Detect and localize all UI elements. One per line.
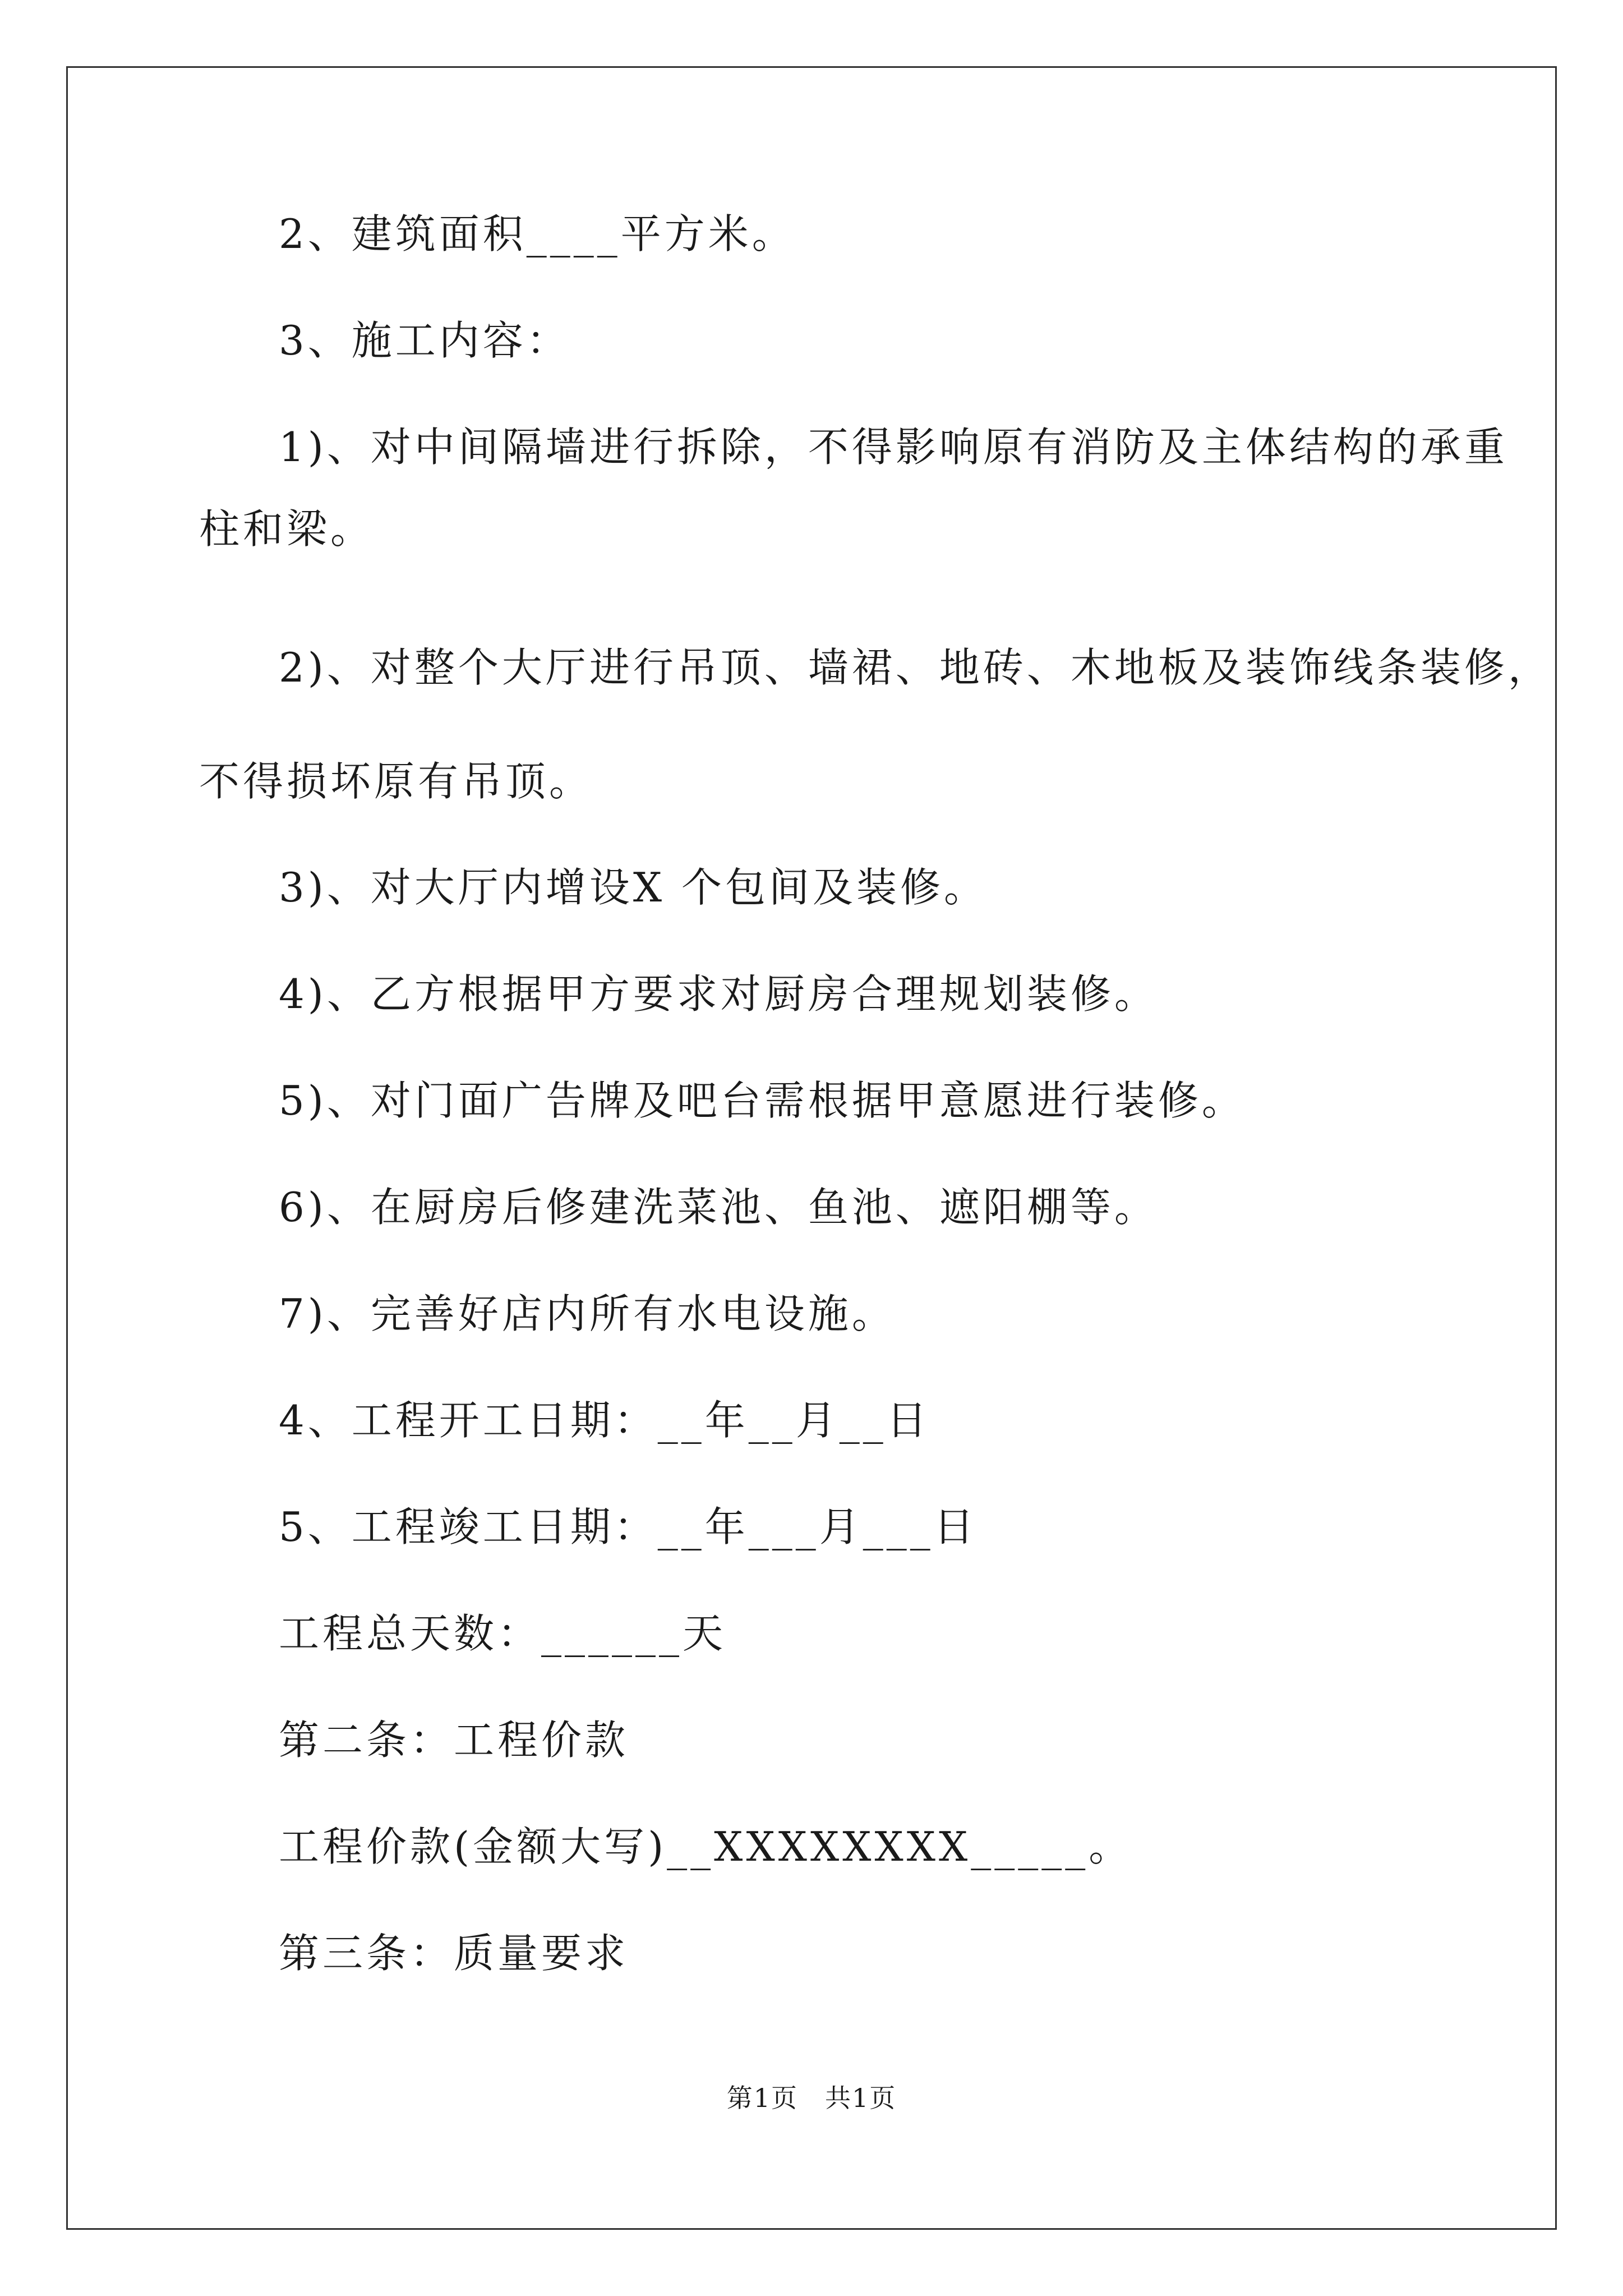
text-line: 工程总天数：______天 — [279, 1610, 727, 1657]
text-line: 1)、对中间隔墙进行拆除，不得影响原有消防及主体结构的承重 — [279, 424, 1508, 471]
text-line: 4)、乙方根据甲方要求对厨房合理规划装修。 — [279, 970, 1158, 1018]
text-line: 3)、对大厅内增设X 个包间及装修。 — [279, 864, 988, 911]
text-line: 4、工程开工日期：__年__月__日 — [279, 1397, 930, 1444]
text-line: 不得损坏原有吊顶。 — [199, 758, 593, 805]
text-line: 3、施工内容： — [279, 317, 570, 364]
text-line: 柱和梁。 — [199, 505, 375, 553]
text-line: 工程价款(金额大写)__XXXXXXXX_____。 — [279, 1823, 1133, 1870]
text-line: 6)、在厨房后修建洗菜池、鱼池、遮阳棚等。 — [279, 1184, 1158, 1231]
text-line: 第三条：质量要求 — [279, 1930, 629, 1977]
text-line: 第二条：工程价款 — [279, 1717, 629, 1764]
text-line: 2)、对整个大厅进行吊顶、墙裙、地砖、木地板及装饰线条装修， — [279, 644, 1552, 691]
text-line: 7)、完善好店内所有水电设施。 — [279, 1290, 896, 1337]
text-line: 2、建筑面积____平方米。 — [279, 210, 796, 257]
text-line: 5)、对门面广告牌及吧台需根据甲意愿进行装修。 — [279, 1077, 1246, 1124]
text-line: 5、工程竣工日期：__年___月___日 — [279, 1503, 978, 1550]
page-number-footer: 第1页 共1页 — [726, 2083, 897, 2113]
